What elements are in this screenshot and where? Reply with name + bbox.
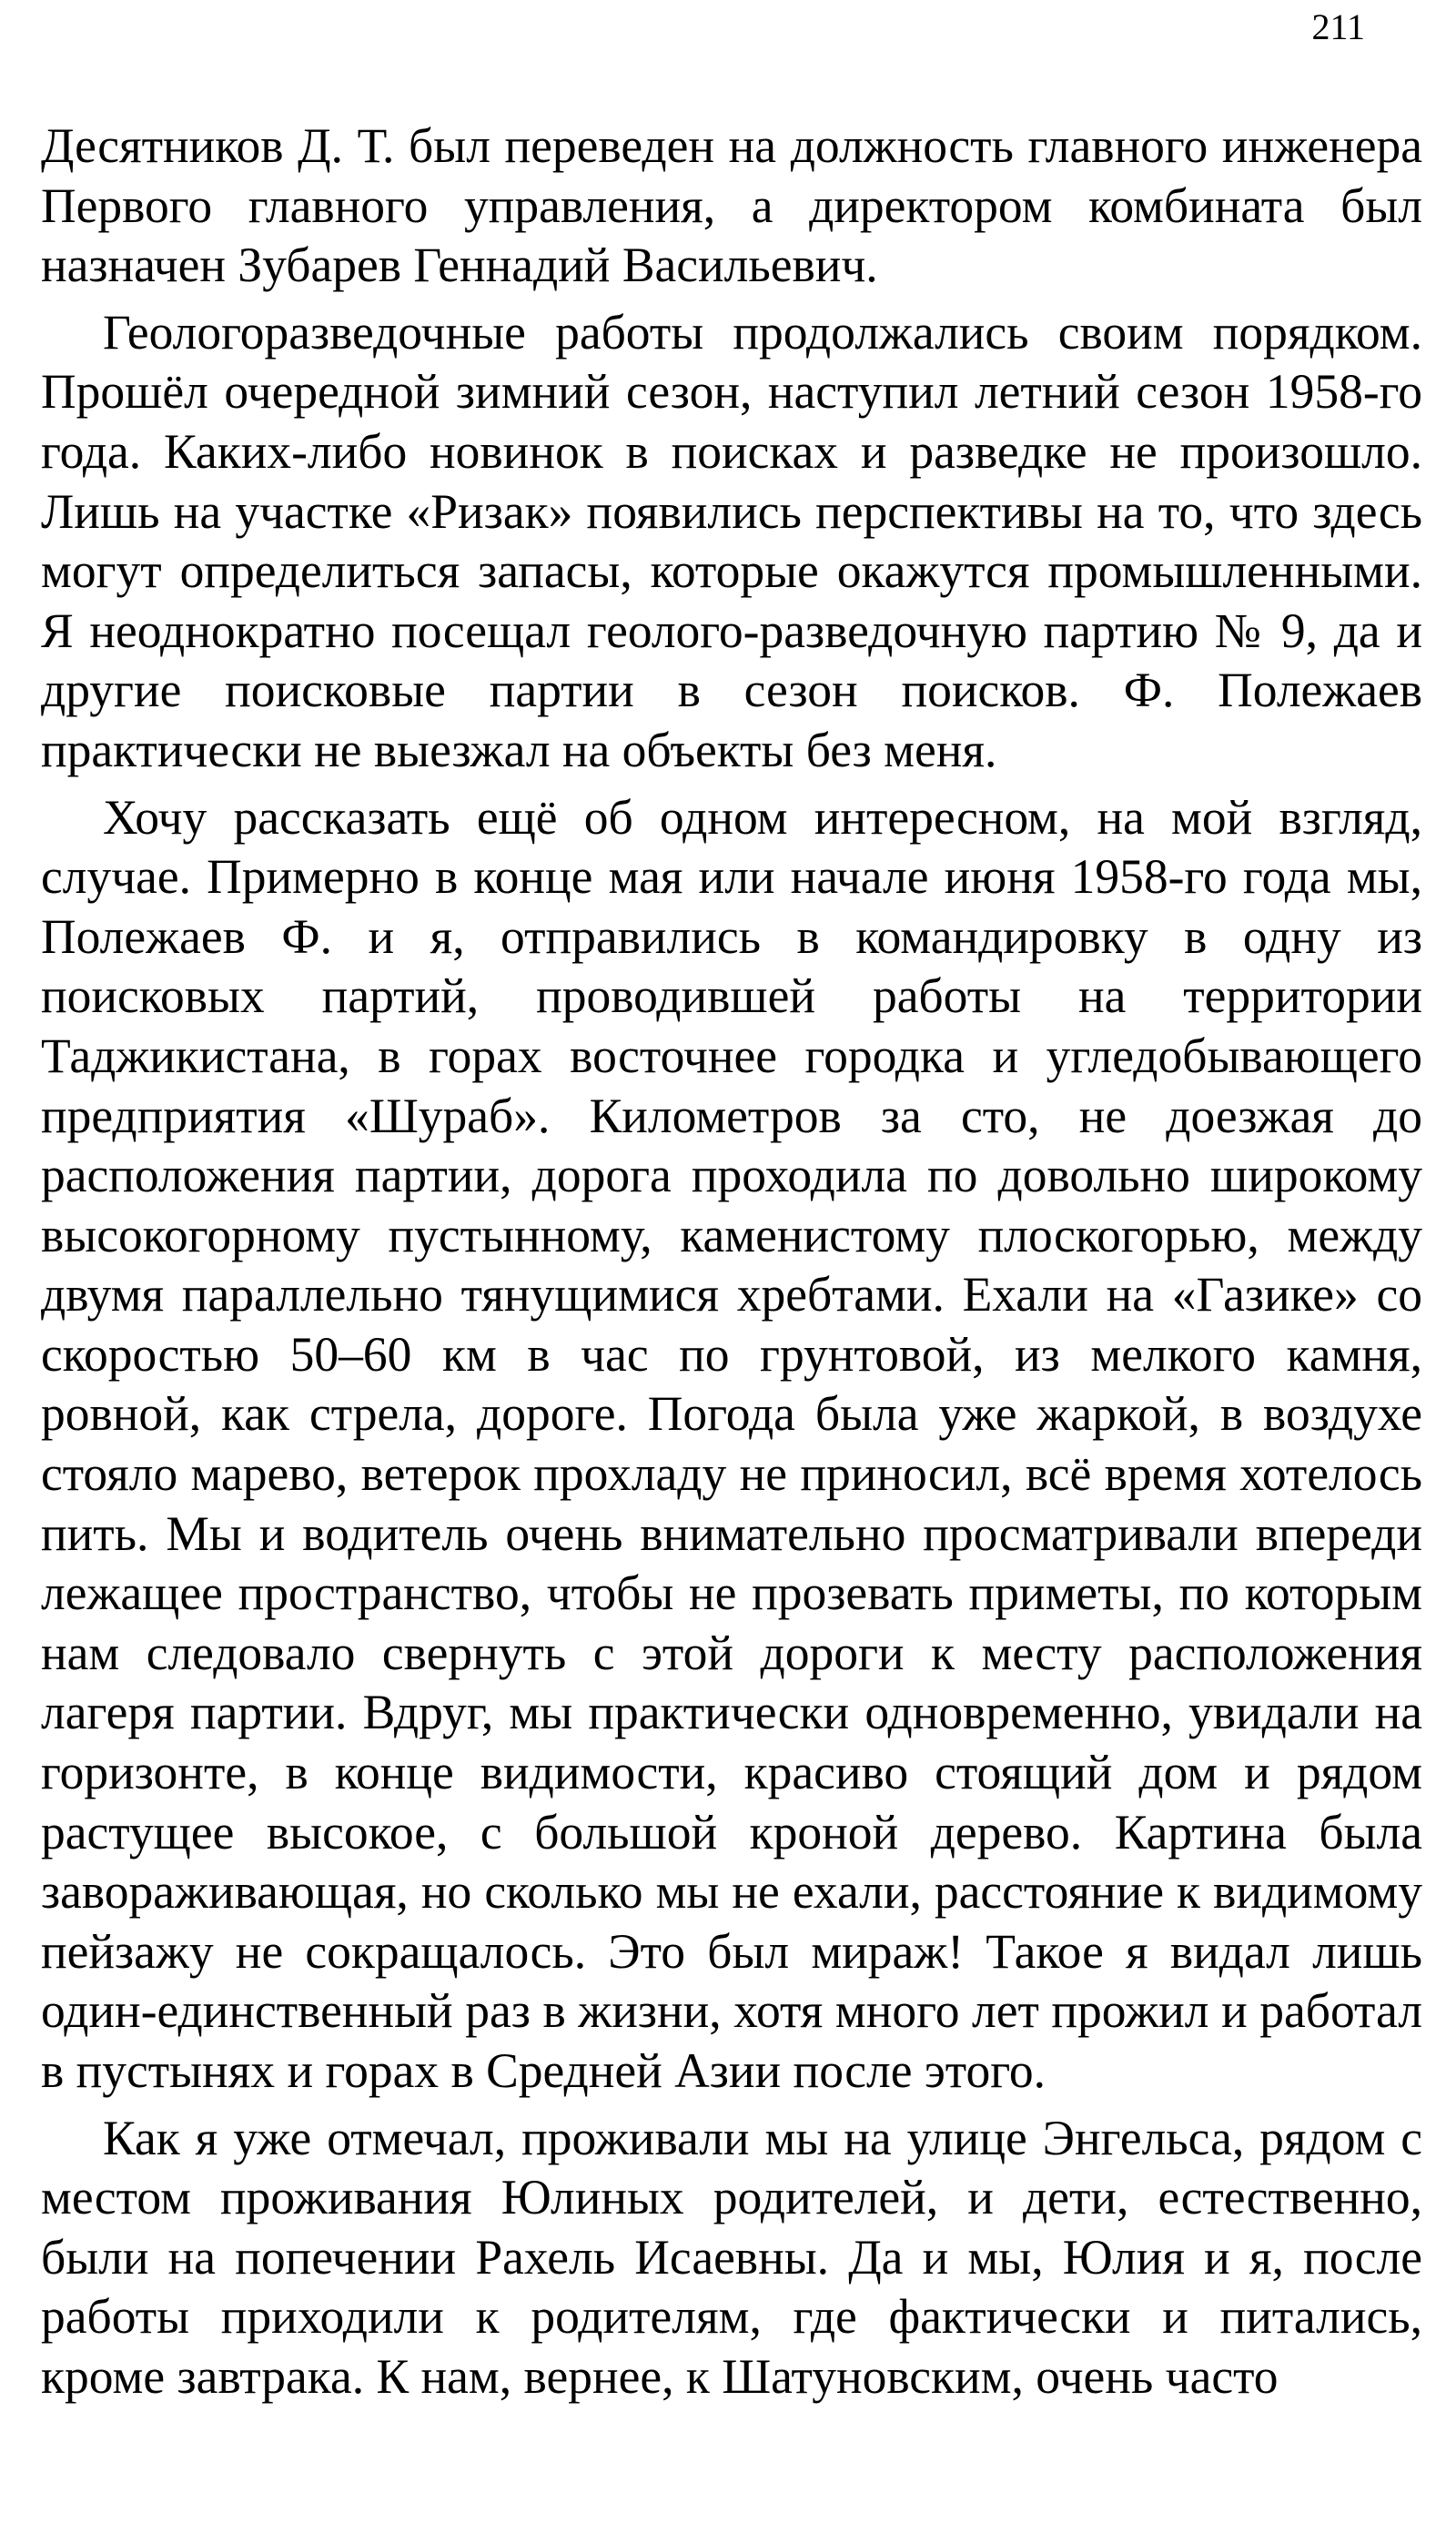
paragraph-4: Как я уже отмечал, проживали мы на улице Энгельса, рядом с местом проживания Юлиных родителей, и дети, естественно, были на попечении Рахель Исаевны. Да и мы, Юлия и я, после работы приходили к родителям, где фактически и питались, кроме завтрака. К нам, вернее, к Шатуновским, очень часто (41, 2110, 1422, 2404)
paragraph-1: Десятников Д. Т. был переведен на должность главного инженера Первого главного управления, а директором комбината был назначен Зубарев Геннадий Васильевич. (41, 118, 1422, 293)
page-number: 211 (1311, 6, 1365, 47)
body-text (41, 117, 1422, 2407)
paragraph-3: Хочу рассказать ещё об одном интересном, на мой взгляд, случае. Примерно в конце мая или начале июня 1958-го года мы, Полежаев Ф. и я, отправились в командировку в одну из поисковых партий, проводившей работы на территории Таджикистана, в горах восточнее городка и угледобывающего предприятия «Шураб». Километров за сто, не доезжая до расположения партии, дорога проходила по довольно широкому высокогорному пустынному, каменистому плоскогорью, между двумя параллельно тянущимися хребтами. Ехали на «Газике» со скоростью 50–60 км в час по грунтовой, из мелкого камня, ровной, как стрела, дороге. Погода была уже жаркой, в воздухе стояло марево, ветерок прохладу не приносил, всё время хотелось пить. Мы и водитель очень внимательно просматривали впереди лежащее пространство, чтобы не прозевать приметы, по которым нам следовало свернуть с этой дороги к месту расположения лагеря партии. Вдруг, мы практически одновременно, увидали на горизонте, в конце видимости, красиво стоящий дом и рядом растущее высокое, с большой кроной дерево. Картина была завораживающая, но сколько мы не ехали, расстояние к видимому пейзажу не сокращалось. Это был мираж! Такое я видал лишь один-единственный раз в жизни, хотя много лет прожил и работал в пустынях и горах в Средней Азии после этого. (41, 789, 1422, 2098)
paragraph-2: Геологоразведочные работы продолжались своим порядком. Прошёл очередной зимний сезон, наступил летний сезон 1958-го года. Каких-либо новинок в поисках и разведке не произошло. Лишь на участке «Ризак» появились перспективы на то, что здесь могут определиться запасы, которые окажутся промышленными. Я неоднократно посещал геолого-разведочную партию № 9, да и другие поисковые партии в сезон поисков. Ф. Полежаев практически не выезжал на объекты без меня. (41, 304, 1422, 777)
